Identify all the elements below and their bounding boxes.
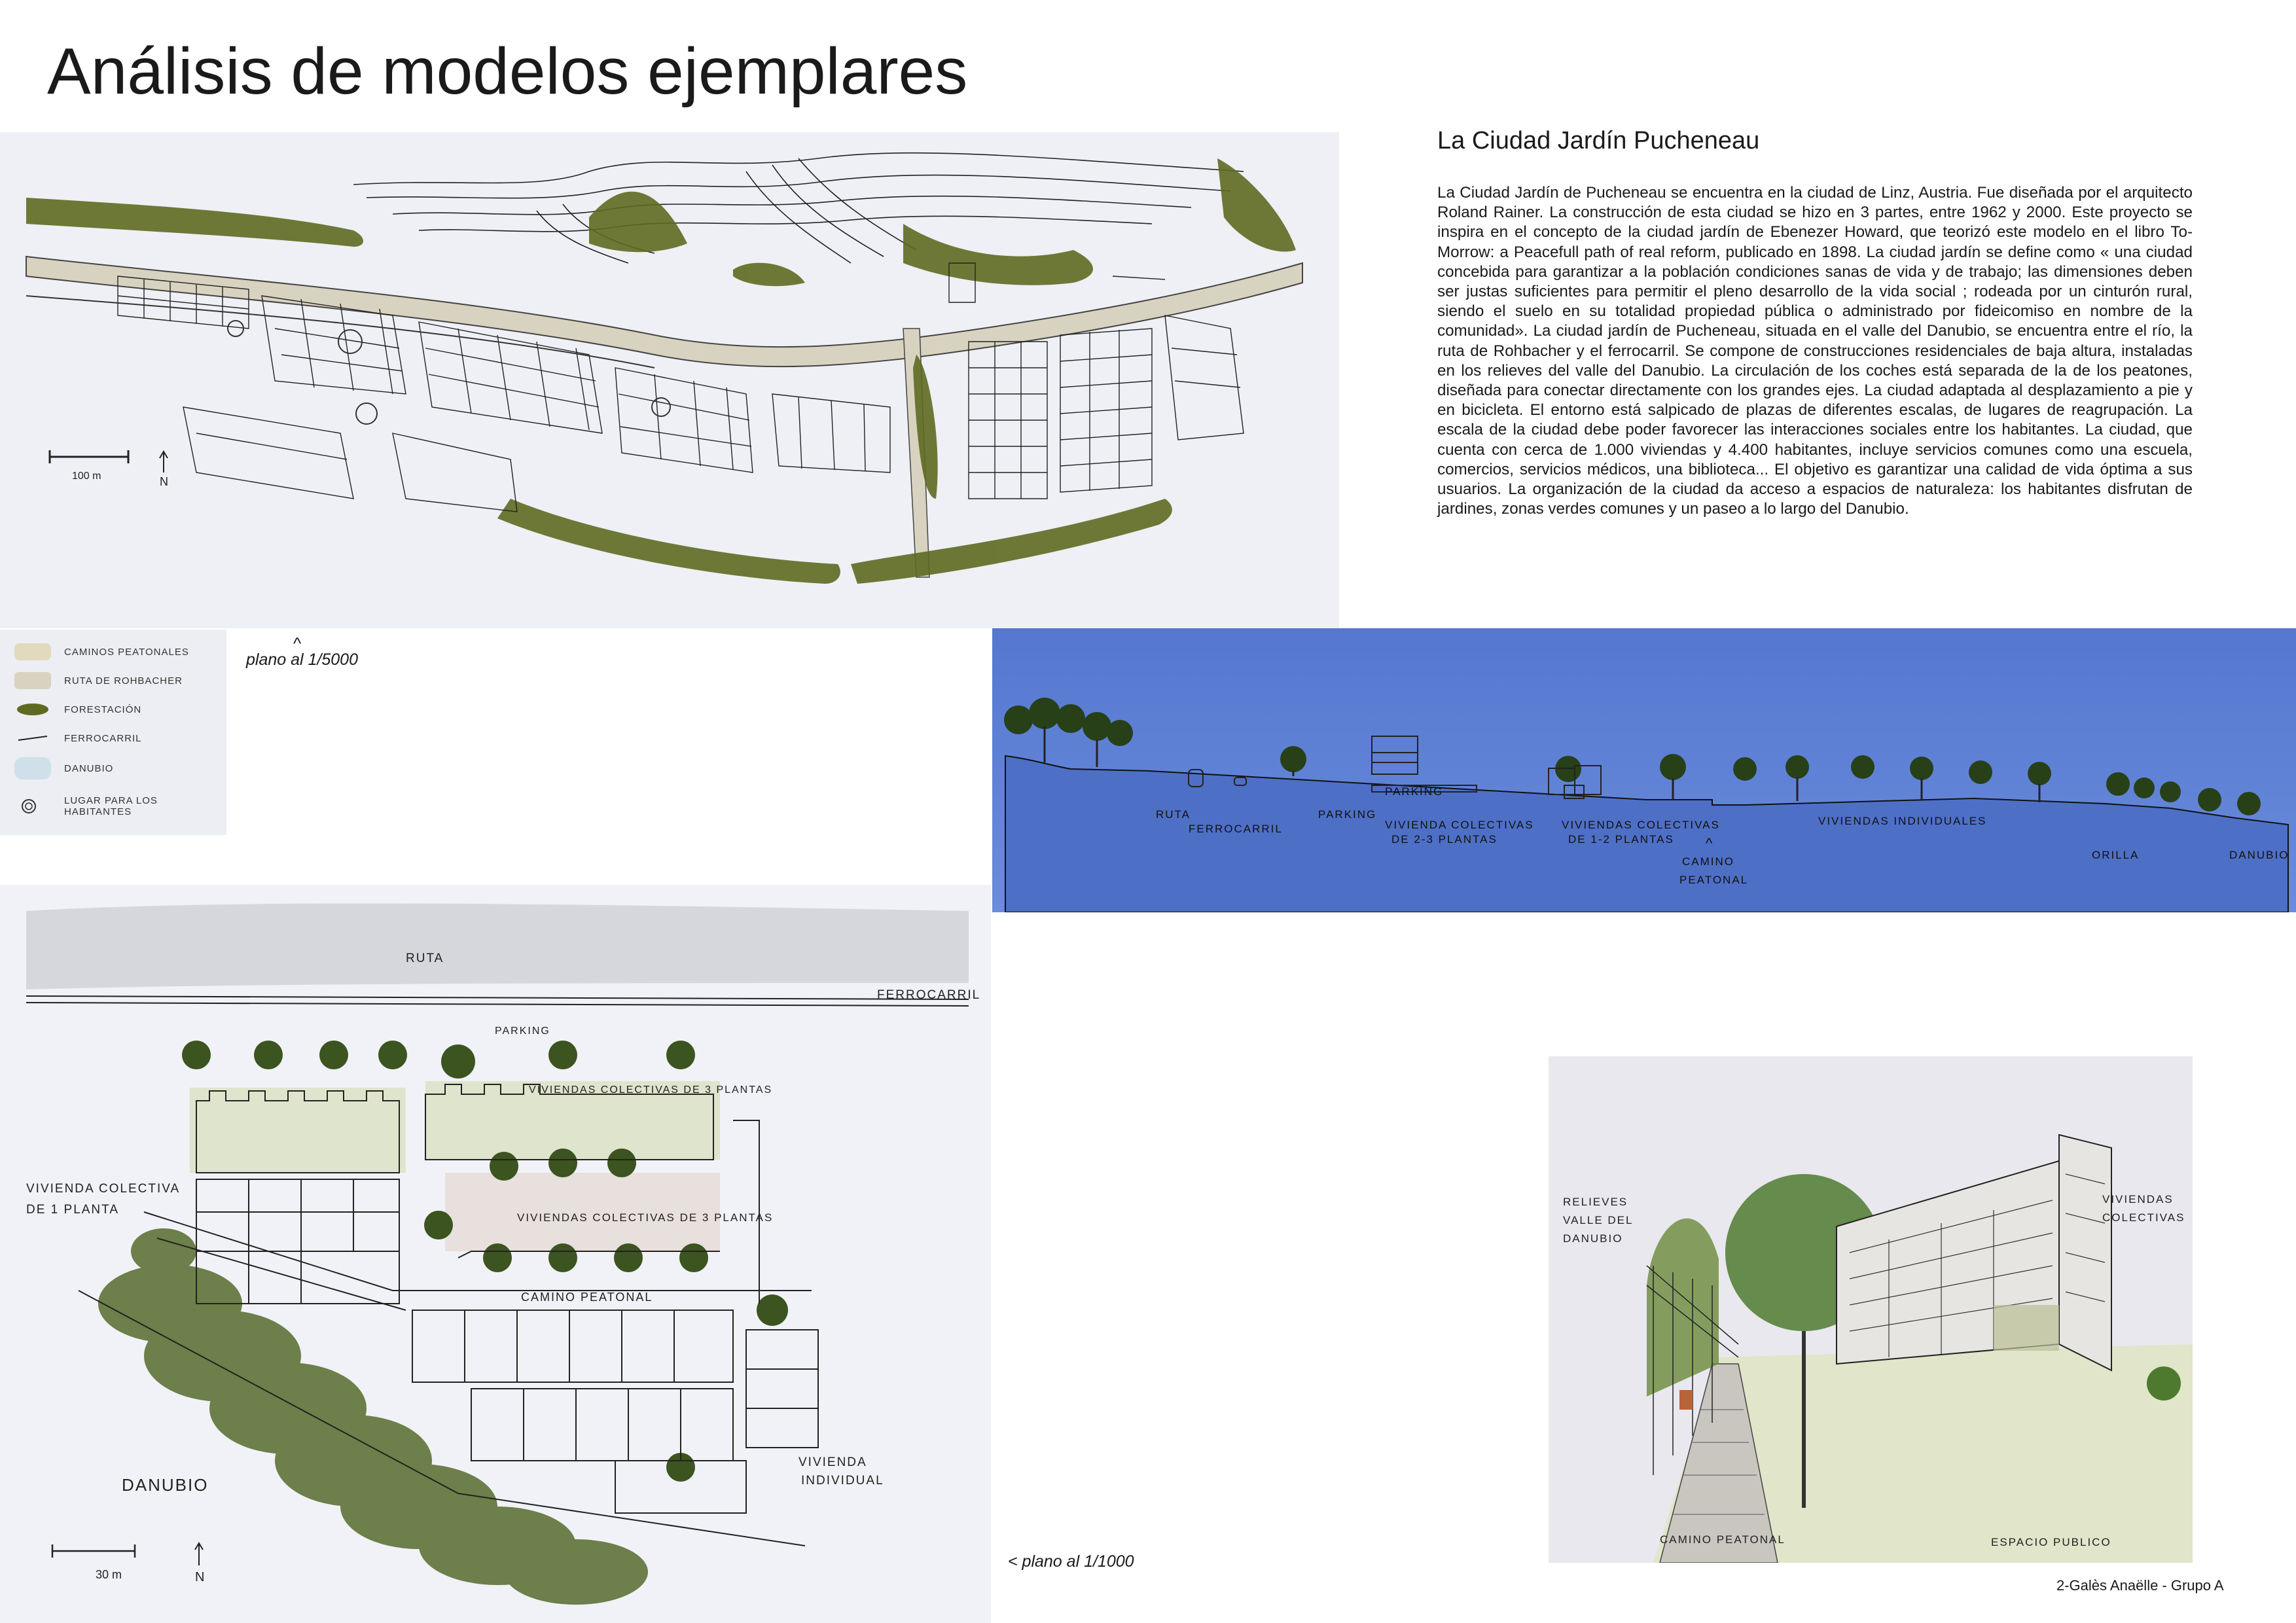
rail-swatch xyxy=(14,730,51,747)
legend-item: DANUBIO xyxy=(14,755,113,781)
label-individual: VIVIENDA xyxy=(798,1455,867,1469)
svg-text:VALLE DEL: VALLE DEL xyxy=(1563,1214,1634,1226)
site-plan-svg xyxy=(0,132,1339,628)
perspective-svg xyxy=(1549,1056,2193,1563)
label-colectiva-1: VIVIENDA COLECTIVA xyxy=(26,1182,181,1196)
article-heading: La Ciudad Jardín Pucheneau xyxy=(1437,127,1760,154)
svg-text:100 m: 100 m xyxy=(72,471,101,482)
place-swatch xyxy=(14,798,51,815)
section-svg xyxy=(992,628,2296,912)
svg-text:30 m: 30 m xyxy=(96,1568,122,1581)
section-drawing xyxy=(992,628,2296,912)
detail-plan-caption: < plano al 1/1000 xyxy=(1008,1552,1134,1571)
legend-item: FORESTACIÓN xyxy=(14,696,141,722)
credit: 2-Galès Anaëlle - Grupo A xyxy=(2056,1577,2224,1594)
svg-text:DE 1 PLANTA: DE 1 PLANTA xyxy=(26,1203,120,1217)
svg-text:CAMINO PEATONAL: CAMINO PEATONAL xyxy=(1660,1533,1785,1546)
legend-item: RUTA DE ROHBACHER xyxy=(14,668,183,694)
perspective-drawing xyxy=(1549,1056,2193,1563)
label-parking-top: PARKING xyxy=(1385,785,1444,798)
river-swatch xyxy=(14,757,51,779)
label-individuales: VIVIENDAS INDIVIDUALES xyxy=(1818,815,1987,827)
svg-text:^: ^ xyxy=(1706,835,1714,851)
label-colectivas-mid: VIVIENDAS COLECTIVAS DE 3 PLANTAS xyxy=(517,1211,774,1224)
svg-text:VIVIENDAS: VIVIENDAS xyxy=(2102,1193,2174,1205)
svg-text:DE 2-3 PLANTAS: DE 2-3 PLANTAS xyxy=(1391,833,1498,846)
label-colectivas-top: VIVIENDAS COLECTIVAS DE 3 PLANTAS xyxy=(529,1084,773,1096)
forest-swatch xyxy=(14,701,51,718)
label-camino: CAMINO xyxy=(1682,855,1734,868)
page-title: Análisis de modelos ejemplares xyxy=(47,35,968,108)
svg-text:COLECTIVAS: COLECTIVAS xyxy=(2102,1211,2185,1224)
label-ferrocarril: FERROCARRIL xyxy=(1189,823,1283,835)
road-swatch xyxy=(14,672,51,689)
svg-text:DE 1-2 PLANTAS: DE 1-2 PLANTAS xyxy=(1568,833,1674,846)
legend xyxy=(0,630,226,835)
label-camino: CAMINO PEATONAL xyxy=(521,1291,653,1304)
label-ferrocarril: FERROCARRIL xyxy=(877,988,981,1002)
svg-text:ESPACIO PUBLICO: ESPACIO PUBLICO xyxy=(1991,1536,2111,1548)
pedestrian-path-swatch xyxy=(14,643,51,660)
legend-item: FERROCARRIL xyxy=(14,725,142,751)
legend-item: LUGAR PARA LOS HABITANTES xyxy=(14,793,226,819)
label-ruta: RUTA xyxy=(406,952,444,965)
label-parking: PARKING xyxy=(495,1026,550,1037)
svg-text:PEATONAL: PEATONAL xyxy=(1679,874,1749,886)
label-parking: PARKING xyxy=(1318,808,1377,821)
site-plan-drawing xyxy=(0,132,1339,628)
svg-text:RELIEVES: RELIEVES xyxy=(1563,1196,1628,1208)
label-colectiva-23: VIVIENDA COLECTIVAS xyxy=(1385,819,1534,831)
detail-plan-svg xyxy=(0,885,991,1623)
label-orilla: ORILLA xyxy=(2092,849,2140,861)
svg-text:INDIVIDUAL: INDIVIDUAL xyxy=(801,1474,884,1488)
article-body: La Ciudad Jardín de Pucheneau se encuentra en la ciudad de Linz, Austria. Fue diseñada por el arquitecto Roland Rainer. La construcción de esta ciudad se hizo en 3 partes, entre 1962 y 2000. Este proyecto se inspira en el concepto de la ciudad jardín de Ebenezer Howard, que teorizó este modelo en el libro To-Morrow: a Peacefull path of real reform, publicado en 1898. La ciudad jardín se define como « una ciudad concebida para garantizar a la población condiciones sanas de vida y de trabajo; las dimensiones deben ser justas suficientes para permitir el pleno desarrollo de la vida social ; rodeada por un cinturón rural, siendo el suelo en su totalidad propiedad pública o administrado por fideicomiso en nombre de la comunidad». La ciudad jardín de Pucheneau, situada en el valle del Danubio, se encuentra entre el río, la ruta de Rohbacher y el ferrocarril. Se compone de construcciones residenciales de baja altura, instaladas en los relieves del valle del Danubio. La circulación de los coches está separada de la de los peatones, diseñada para conectar directamente con los grandes ejes. La ciudad adaptada al desplazamiento a pie y en bicicleta. El entorno está salpicado de plazas de diferentes escalas, de lugares de reagrupación. La escala de la ciudad debe poder favorecer las interacciones sociales entre los habitantes. La ciudad, que cuenta con cerca de 1.000 viviendas y 4.400 habitantes, incluye servicios comunes como una escuela, comercios, servicios médicos, una biblioteca... El objetivo es garantizar una calidad de vida óptima a sus usuarios. La organización de la ciudad da acceso a espacios de naturaleza: los habitantes disfrutan de jardines, zonas verdes comunes y un paseo a lo largo del Danubio. xyxy=(1437,184,2193,518)
svg-text:N: N xyxy=(160,475,168,488)
detail-plan-drawing xyxy=(0,885,991,1623)
site-plan-caption: ^ plano al 1/5000 xyxy=(246,633,358,669)
label-danubio: DANUBIO xyxy=(2229,849,2289,861)
label-ruta: RUTA xyxy=(1156,808,1191,821)
label-danubio: DANUBIO xyxy=(122,1475,209,1495)
svg-text:N: N xyxy=(195,1570,205,1584)
svg-text:DANUBIO: DANUBIO xyxy=(1563,1232,1623,1245)
label-colectiva-12: VIVIENDAS COLECTIVAS xyxy=(1562,819,1720,831)
legend-item: CAMINOS PEATONALES xyxy=(14,639,189,665)
